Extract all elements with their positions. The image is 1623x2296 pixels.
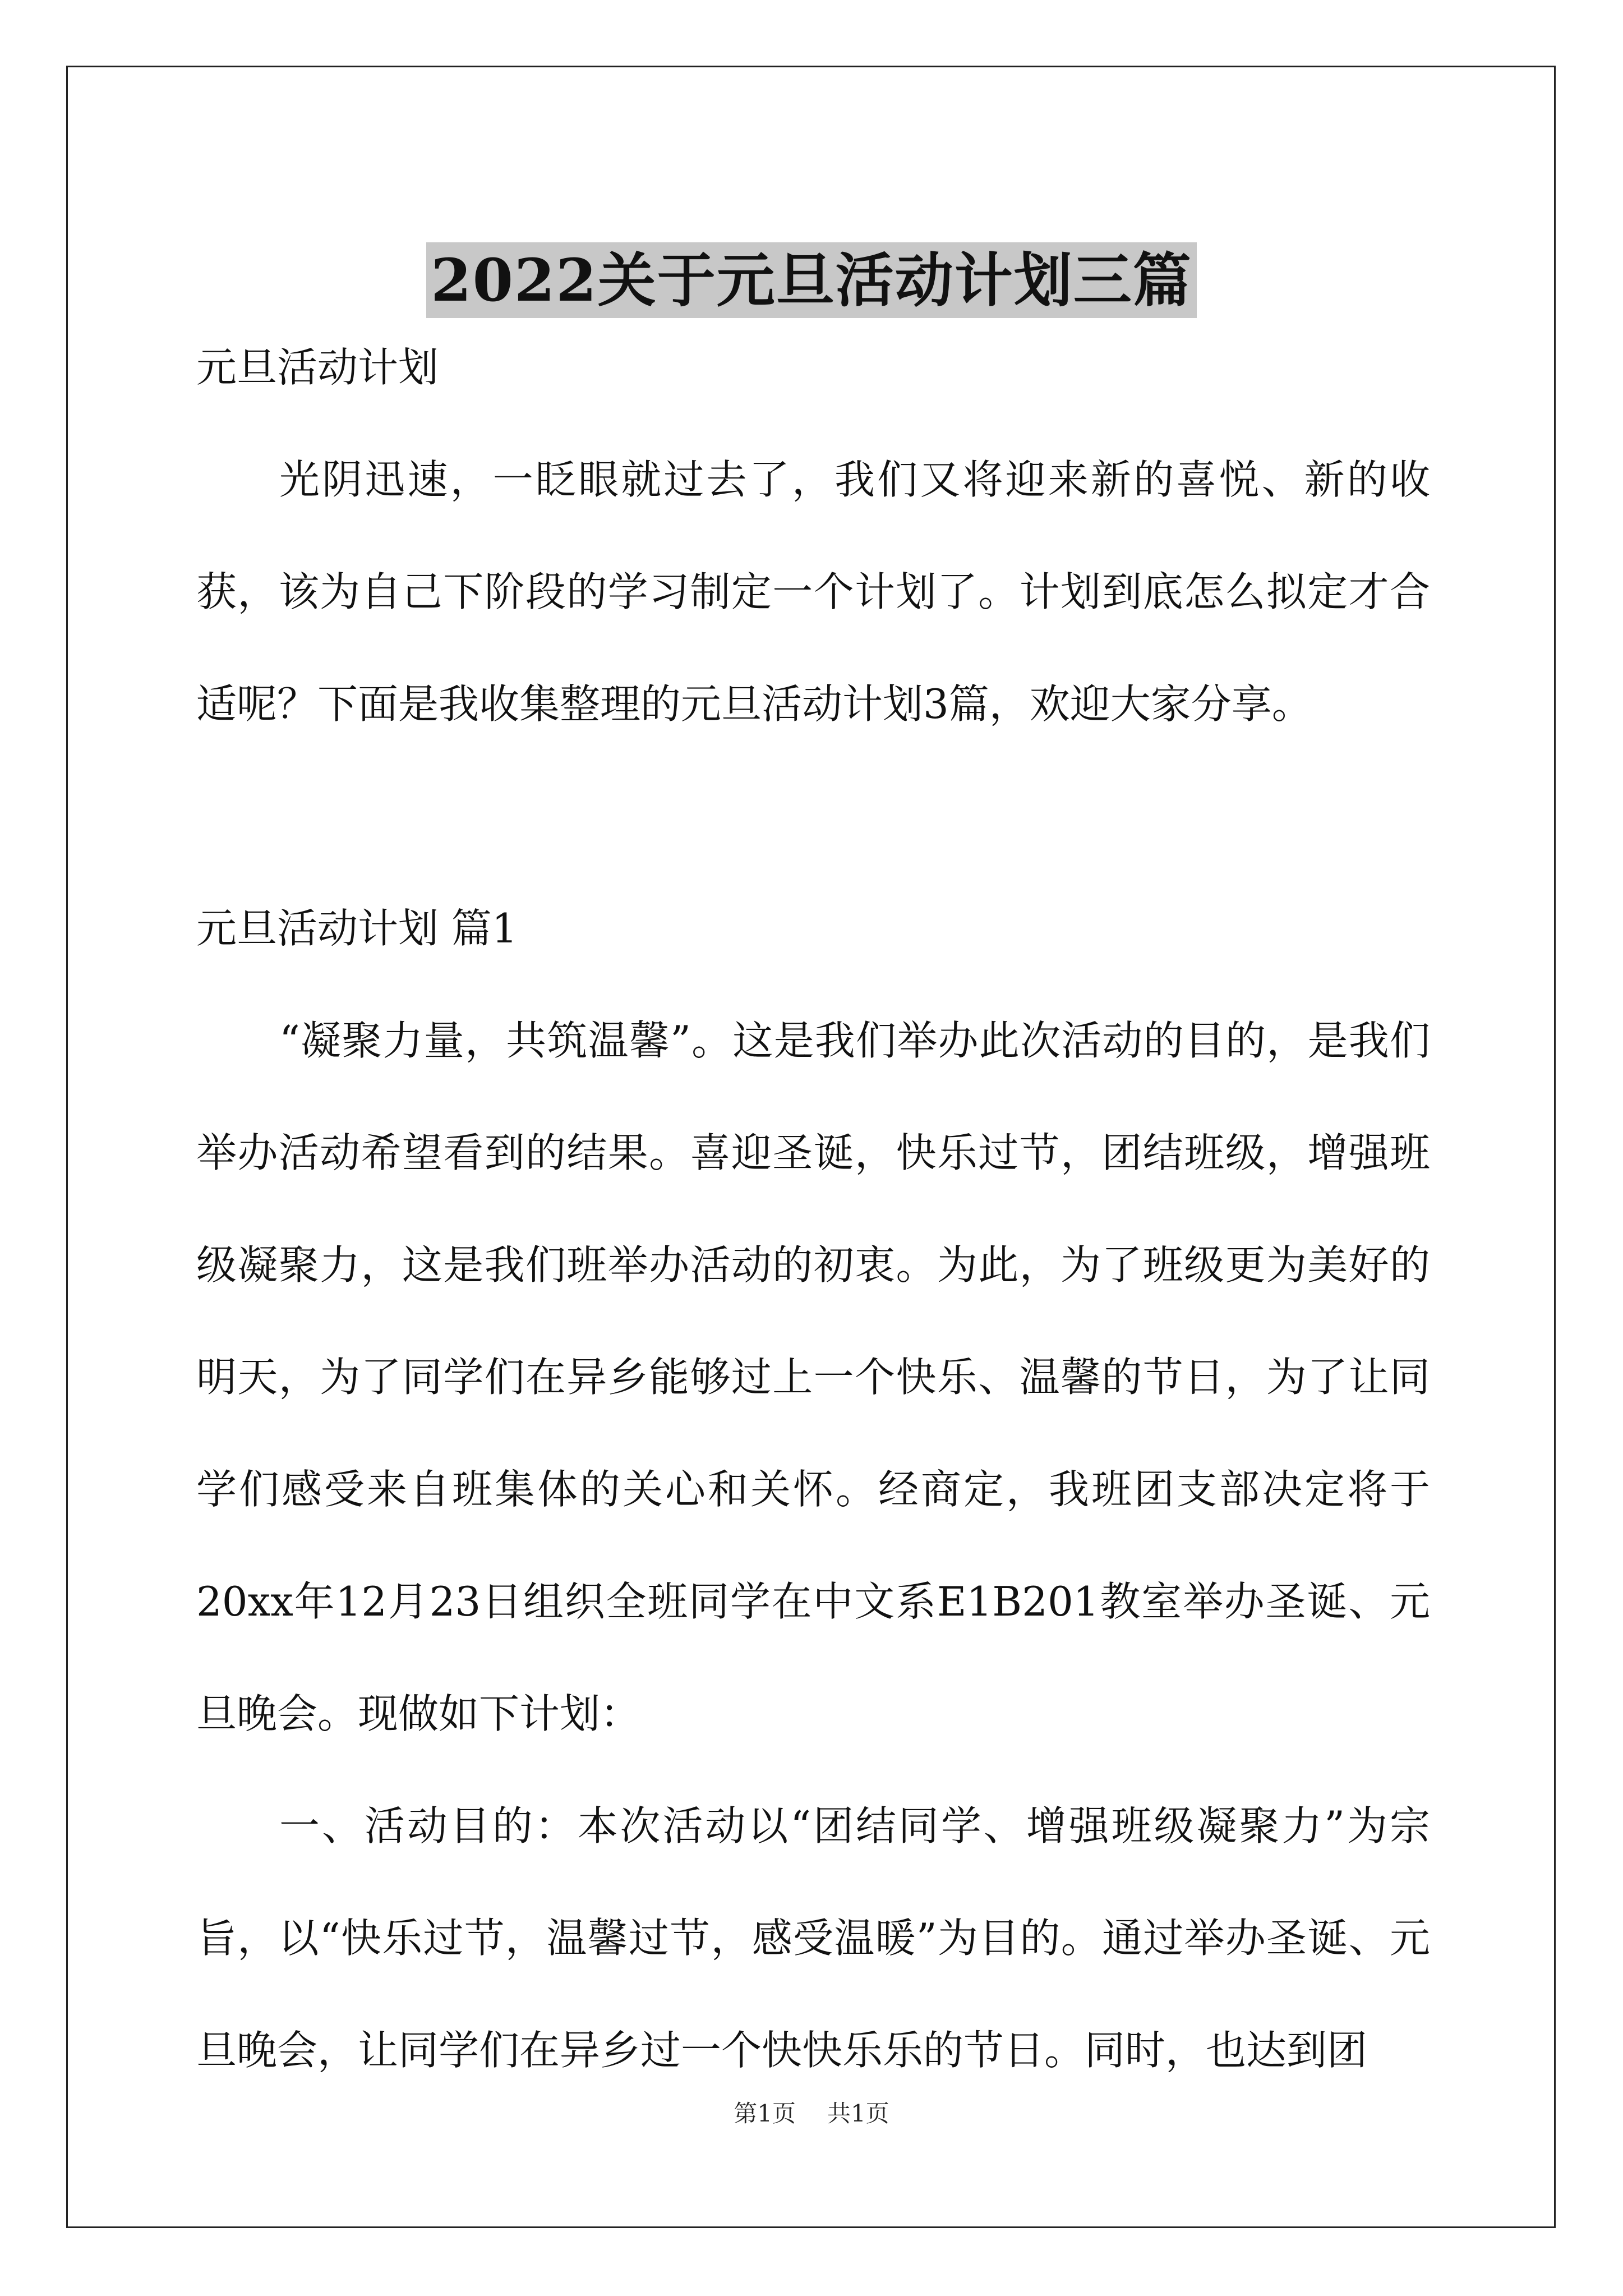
page-footer — [0, 2095, 1623, 2129]
part1-heading: 元旦活动计划 篇1 — [196, 905, 518, 952]
page-number: 第1页 — [734, 2100, 796, 2127]
document-title: 2022关于元旦活动计划三篇 — [426, 242, 1196, 318]
intro-paragraph: 光阴迅速，一眨眼就过去了，我们又将迎来新的喜悦、新的收获，该为自己下阶段的学习制定一个计划了。计划到底怎么拟定才合适呢？下面是我收集整理的元旦活动计划3篇，欢迎大家分享。 — [196, 456, 1430, 728]
section-heading: 元旦活动计划 — [196, 344, 439, 391]
paragraph-spacer — [196, 760, 1430, 872]
page-total: 共1页 — [827, 2100, 889, 2127]
part1-paragraph-1: “凝聚力量，共筑温馨”。这是我们举办此次活动的目的，是我们举办活动希望看到的结果。喜迎圣诞，快乐过节，团结班级，增强班级凝聚力，这是我们班举办活动的初衷。为此，为了班级更为美好的明天，为了同学们在异乡能够过上一个快乐、温馨的节日，为了让同学们感受来自班集体的关心和关怀。经商定，我班团支部决定将于20xx年12月23日组织全班同学在中文系E1B201教室举办圣诞、元旦晚会。现做如下计划： — [196, 1017, 1430, 1737]
part1-paragraph-2: 一、活动目的：本次活动以“团结同学、增强班级凝聚力”为宗旨，以“快乐过节，温馨过节，感受温暖”为目的。通过举办圣诞、元旦晚会，让同学们在异乡过一个快快乐乐的节日。同时，也达到团 — [196, 1802, 1430, 2074]
document-body — [196, 311, 1430, 2106]
